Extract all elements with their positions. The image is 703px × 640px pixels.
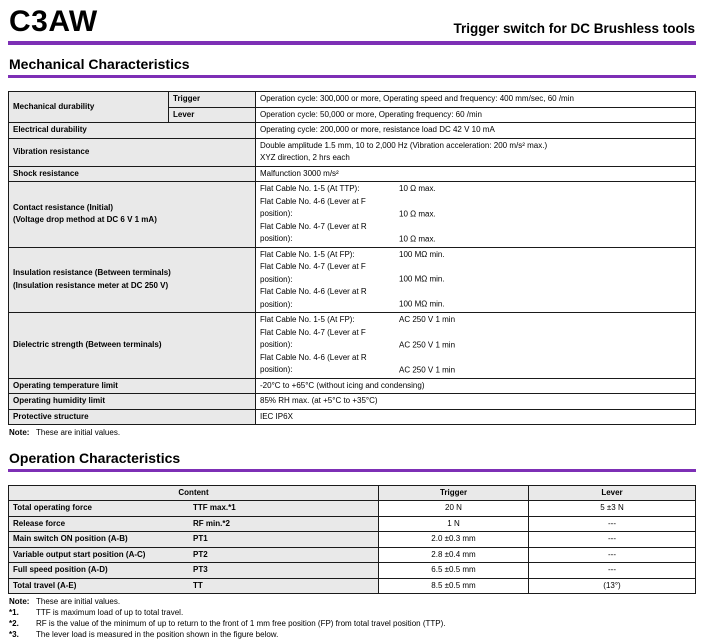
pair-value: AC 250 V 1 min xyxy=(399,340,456,349)
operation-header-row xyxy=(9,485,696,501)
row-value xyxy=(256,394,696,410)
note-line xyxy=(9,630,696,640)
value-pair xyxy=(260,327,691,352)
operation-section-title: Operation Characteristics xyxy=(9,449,181,466)
note-text: These are initial values. xyxy=(36,428,121,437)
row-content-flex xyxy=(13,518,374,531)
row-label xyxy=(9,123,256,139)
product-model: C3AW xyxy=(9,5,98,38)
operation-row xyxy=(9,516,696,532)
note-mark: *1. xyxy=(9,608,19,618)
value-pair xyxy=(260,286,691,311)
row-label: Release force xyxy=(13,518,66,528)
row-value xyxy=(256,247,696,313)
row-value xyxy=(256,138,696,166)
row-label: Full speed position (A-D) xyxy=(13,565,108,575)
pair-condition: Flat Cable No. 4-6 (Lever at R position): xyxy=(260,287,367,309)
pair-condition: Flat Cable No. 1-5 (At TTP): xyxy=(260,184,360,193)
row-content xyxy=(9,516,379,532)
row-label-line: (Voltage drop method at DC 6 V 1 mA) xyxy=(13,215,157,225)
row-label: Variable output start position (A-C) xyxy=(13,549,146,559)
pair-value: AC 250 V 1 min xyxy=(399,365,456,374)
row-label-line: Dielectric strength (Between terminals) xyxy=(13,340,162,349)
note-text: The lever load is measured in the position shown in the figure below. xyxy=(36,629,279,639)
operation-row xyxy=(9,547,696,563)
note-text: TTF is maximum load of up to total travel. xyxy=(36,608,184,618)
value-pair xyxy=(260,261,691,286)
value-line: Operation cycle: 300,000 or more, Operating speed and frequency: 400 mm/sec, 60 /min xyxy=(260,94,574,103)
row-value xyxy=(256,166,696,182)
note-line xyxy=(9,619,696,630)
pair-condition: Flat Cable No. 4-6 (Lever at R position): xyxy=(260,352,367,374)
mechanical-row xyxy=(9,123,696,139)
row-label: Main switch ON position (A-B) xyxy=(13,534,128,544)
note-text: RF is the value of the minimum of up to return to the front of 1 mm free position (FP) from total travel position (TTP). xyxy=(36,618,446,628)
row-content-flex xyxy=(13,564,374,577)
pair-value: 10 Ω max. xyxy=(399,234,436,243)
row-value xyxy=(256,182,696,248)
mechanical-table-body xyxy=(9,92,696,425)
value-pair xyxy=(260,352,691,377)
accent-rule-operation xyxy=(8,469,696,472)
row-content xyxy=(9,547,379,563)
value-pair xyxy=(260,249,691,262)
row-code: PT1 xyxy=(193,534,208,544)
column-header-content: Content xyxy=(9,485,379,501)
trigger-value: 20 N xyxy=(379,501,529,517)
pair-value: 100 MΩ min. xyxy=(399,249,445,259)
row-value xyxy=(256,378,696,394)
operation-row xyxy=(9,563,696,579)
note-mark: Note: xyxy=(9,597,30,607)
pair-value: 10 Ω max. xyxy=(399,184,436,193)
row-label xyxy=(9,313,256,379)
row-value xyxy=(256,313,696,379)
product-subtitle: Trigger switch for DC Brushless tools xyxy=(453,21,695,36)
mechanical-table xyxy=(8,91,696,425)
masthead xyxy=(8,7,696,37)
lever-value: --- xyxy=(529,516,696,532)
accent-rule-mechanical xyxy=(8,75,696,78)
row-label xyxy=(9,247,256,313)
row-code: PT3 xyxy=(193,565,208,575)
row-label: Total operating force xyxy=(13,503,92,513)
row-content-flex xyxy=(13,580,374,593)
row-content-flex xyxy=(13,549,374,562)
row-label-line: Vibration resistance xyxy=(13,146,90,156)
lever-value: (13°) xyxy=(529,578,696,594)
row-label-line: (Insulation resistance meter at DC 250 V) xyxy=(13,280,169,290)
row-value xyxy=(256,107,696,123)
mechanical-section-title: Mechanical Characteristics xyxy=(9,56,190,72)
operation-notes xyxy=(9,597,696,640)
operation-row xyxy=(9,532,696,548)
row-value xyxy=(256,123,696,139)
value-pair xyxy=(260,196,691,221)
row-label xyxy=(9,394,256,410)
mechanical-row xyxy=(9,409,696,425)
mechanical-row xyxy=(9,394,696,410)
pair-condition: Flat Cable No. 1-5 (At FP): xyxy=(260,315,355,324)
row-code: TTF max.*1 xyxy=(193,503,236,513)
operation-row xyxy=(9,578,696,594)
pair-value: AC 250 V 1 min xyxy=(399,315,456,324)
trigger-value: 2.0 ±0.3 mm xyxy=(379,532,529,548)
accent-rule-main xyxy=(8,41,696,45)
value-pair xyxy=(260,221,691,246)
row-label-line: Shock resistance xyxy=(13,168,79,178)
row-label-line: Operating temperature limit xyxy=(13,380,118,390)
trigger-value: 6.5 ±0.5 mm xyxy=(379,563,529,579)
row-content xyxy=(9,578,379,594)
row-code: PT2 xyxy=(193,549,208,559)
value-line: -20°C to +65°C (without icing and condensing) xyxy=(260,380,425,390)
operation-table-body xyxy=(9,501,696,594)
mechanical-row xyxy=(9,247,696,313)
pair-value: 10 Ω max. xyxy=(399,209,436,218)
row-sublabel: Trigger xyxy=(169,92,256,108)
pair-condition: Flat Cable No. 4-7 (Lever at R position): xyxy=(260,221,367,243)
row-sublabel: Lever xyxy=(169,107,256,123)
note-mark: *2. xyxy=(9,618,19,628)
row-label-line: Insulation resistance (Between terminals) xyxy=(13,268,171,278)
row-code: TT xyxy=(193,580,203,590)
row-content-flex xyxy=(13,502,374,515)
row-label-line: Contact resistance (Initial) xyxy=(13,202,114,212)
note-line xyxy=(9,428,696,439)
row-label-line: Electrical durability xyxy=(13,125,87,134)
column-header-trigger: Trigger xyxy=(379,485,529,501)
row-value xyxy=(256,92,696,108)
trigger-value: 2.8 ±0.4 mm xyxy=(379,547,529,563)
trigger-value: 8.5 ±0.5 mm xyxy=(379,578,529,594)
lever-value: --- xyxy=(529,532,696,548)
note-mark: Note: xyxy=(9,428,30,437)
pair-condition: Flat Cable No. 4-6 (Lever at F position): xyxy=(260,196,366,218)
row-value xyxy=(256,409,696,425)
row-label: Total travel (A-E) xyxy=(13,580,77,590)
mechanical-row xyxy=(9,182,696,248)
row-content xyxy=(9,501,379,517)
mechanical-row xyxy=(9,166,696,182)
row-label: Mechanical durability xyxy=(9,92,169,123)
value-line: Malfunction 3000 m/s² xyxy=(260,168,339,178)
value-line: 85% RH max. (at +5°C to +35°C) xyxy=(260,396,378,405)
row-label-line: Operating humidity limit xyxy=(13,396,106,405)
pair-condition: Flat Cable No. 4-7 (Lever at F position): xyxy=(260,327,366,349)
value-line: IEC IP6X xyxy=(260,411,293,421)
value-line: Double amplitude 1.5 mm, 10 to 2,000 Hz (Vibration acceleration: 200 m/s² max.) xyxy=(260,140,548,150)
lever-value: --- xyxy=(529,547,696,563)
pair-condition: Flat Cable No. 1-5 (At FP): xyxy=(260,249,355,259)
row-label xyxy=(9,378,256,394)
row-label-line: Protective structure xyxy=(13,411,89,421)
mechanical-notes xyxy=(9,428,696,439)
trigger-value: 1 N xyxy=(379,516,529,532)
mechanical-row xyxy=(9,138,696,166)
mechanical-row xyxy=(9,92,696,108)
row-content xyxy=(9,532,379,548)
row-label xyxy=(9,409,256,425)
note-text: These are initial values. xyxy=(36,597,121,607)
operation-table xyxy=(8,485,696,595)
value-pair xyxy=(260,314,691,327)
value-line: Operation cycle: 50,000 or more, Operating frequency: 60 /min xyxy=(260,109,482,119)
value-pair xyxy=(260,183,691,196)
row-label xyxy=(9,182,256,248)
lever-value: --- xyxy=(529,563,696,579)
pair-condition: Flat Cable No. 4-7 (Lever at F position): xyxy=(260,262,366,284)
row-label xyxy=(9,138,256,166)
operation-row xyxy=(9,501,696,517)
row-content xyxy=(9,563,379,579)
mechanical-row xyxy=(9,313,696,379)
mechanical-row xyxy=(9,378,696,394)
pair-value: 100 MΩ min. xyxy=(399,274,445,284)
note-line xyxy=(9,608,696,619)
pair-value: 100 MΩ min. xyxy=(399,299,445,309)
note-line xyxy=(9,597,696,608)
row-code: RF min.*2 xyxy=(193,518,230,528)
note-mark: *3. xyxy=(9,629,19,639)
value-line: Operating cycle: 200,000 or more, resistance load DC 42 V 10 mA xyxy=(260,125,495,134)
value-line: XYZ direction, 2 hrs each xyxy=(260,153,350,162)
row-label xyxy=(9,166,256,182)
lever-value: 5 ±3 N xyxy=(529,501,696,517)
row-content-flex xyxy=(13,533,374,546)
column-header-lever: Lever xyxy=(529,485,696,501)
